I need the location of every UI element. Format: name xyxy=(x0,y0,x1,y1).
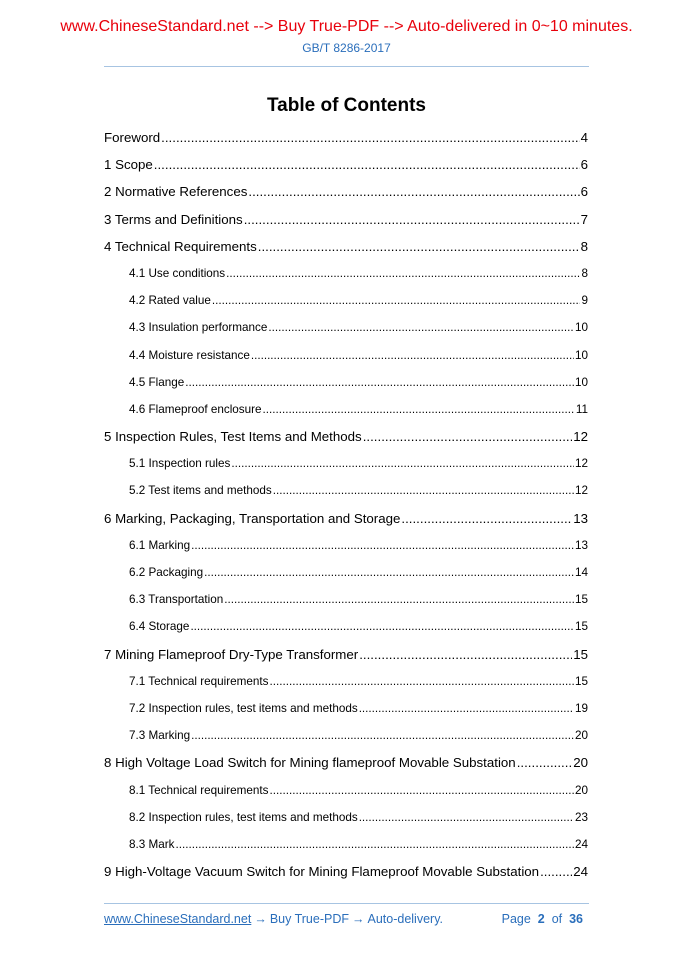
dot-leader xyxy=(154,151,580,178)
toc-subentry[interactable] xyxy=(104,586,588,613)
toc-subentry[interactable] xyxy=(104,396,588,423)
dot-leader xyxy=(185,369,574,396)
toc-entry-label: 6.3 Transportation xyxy=(129,593,224,607)
toc-entry-label: 4.1 Use conditions xyxy=(129,266,226,280)
toc-entry-page: 12 xyxy=(574,484,588,498)
page-word: Page xyxy=(501,912,531,926)
toc-entry-page: 11 xyxy=(575,402,588,416)
footer-buy-text: Buy True-PDF xyxy=(269,912,349,926)
toc-entry[interactable] xyxy=(104,641,588,668)
toc-entry-label: 7.1 Technical requirements xyxy=(129,674,269,688)
toc-entry-page: 12 xyxy=(573,429,588,445)
toc-subentry[interactable] xyxy=(104,804,588,831)
dot-leader xyxy=(212,287,581,314)
toc-entry-page: 20 xyxy=(574,729,588,743)
toc-entry-page: 20 xyxy=(574,783,588,797)
toc-entry-page: 15 xyxy=(573,646,588,662)
toc-entry-label: 4.5 Flange xyxy=(129,375,185,389)
toc-subentry[interactable] xyxy=(104,559,588,586)
toc-entry[interactable] xyxy=(104,858,588,885)
toc-entry-label: 4 Technical Requirements xyxy=(104,238,257,254)
dot-leader xyxy=(161,124,579,151)
dot-leader xyxy=(540,858,572,885)
toc-entry-page: 4 xyxy=(580,130,588,145)
toc-entry[interactable] xyxy=(104,206,588,233)
toc-entry-page: 9 xyxy=(581,294,588,308)
dot-leader xyxy=(191,722,574,749)
toc-entry-page: 10 xyxy=(574,375,588,389)
toc-subentry[interactable] xyxy=(104,777,588,804)
dot-leader xyxy=(224,586,574,613)
toc-subentry[interactable] xyxy=(104,831,588,858)
arrow-right-icon: → xyxy=(352,912,365,926)
top-banner-link[interactable]: www.ChineseStandard.net --> Buy True-PDF --> Auto-delivered in 0~10 minutes. xyxy=(60,18,633,35)
toc-entry-page: 15 xyxy=(574,620,588,634)
dot-leader xyxy=(258,233,580,260)
toc-entry-label: 1 Scope xyxy=(104,157,153,173)
dot-leader xyxy=(204,559,574,586)
toc-entry[interactable] xyxy=(104,505,588,532)
standard-code: GB/T 8286-2017 xyxy=(302,41,391,55)
dot-leader xyxy=(231,450,574,477)
toc-entry-page: 10 xyxy=(574,321,588,335)
header-divider xyxy=(104,66,589,67)
dot-leader xyxy=(263,396,575,423)
toc-entry-page: 10 xyxy=(574,348,588,362)
toc-entry-label: 4.4 Moisture resistance xyxy=(129,348,250,362)
toc-entry-page: 6 xyxy=(580,184,588,200)
toc-entry[interactable] xyxy=(104,178,588,205)
toc-entry-label: 4.6 Flameproof enclosure xyxy=(129,402,262,416)
toc-entry[interactable] xyxy=(104,233,588,260)
toc-entry-page: 13 xyxy=(574,538,588,552)
dot-leader xyxy=(363,423,572,450)
page-number xyxy=(502,912,583,926)
toc-subentry[interactable] xyxy=(104,613,588,640)
arrow-right-icon: → xyxy=(254,912,267,926)
toc-entry-page: 15 xyxy=(574,593,588,607)
toc-subentry[interactable] xyxy=(104,668,588,695)
footer-link[interactable] xyxy=(104,912,443,926)
toc-entry-label: 4.2 Rated value xyxy=(129,294,211,308)
toc-entry-page: 8 xyxy=(581,266,588,280)
toc-entry-label: 6.2 Packaging xyxy=(129,566,204,579)
dot-leader xyxy=(359,804,574,831)
toc-entry-label: 6 Marking, Packaging, Transportation and Storage xyxy=(104,510,401,526)
dot-leader xyxy=(273,477,574,504)
dot-leader xyxy=(401,505,572,532)
toc-subentry[interactable] xyxy=(104,314,588,341)
table-of-contents xyxy=(104,124,588,885)
toc-entry-page: 23 xyxy=(574,810,588,824)
toc-entry-label: 8.2 Inspection rules, test items and methods xyxy=(129,810,358,824)
of-word: of xyxy=(551,912,563,926)
toc-entry-page: 7 xyxy=(580,211,588,227)
dot-leader xyxy=(517,749,572,776)
toc-entry[interactable] xyxy=(104,423,588,450)
dot-leader xyxy=(269,777,574,804)
toc-entry-label: 5.2 Test items and methods xyxy=(129,484,272,498)
toc-entry-label: 6.4 Storage xyxy=(129,620,190,634)
toc-subentry[interactable] xyxy=(104,260,588,287)
toc-title: Table of Contents xyxy=(266,95,427,116)
toc-subentry[interactable] xyxy=(104,287,588,314)
toc-entry-page: 20 xyxy=(573,755,588,771)
toc-entry-label: 8.1 Technical requirements xyxy=(129,783,269,797)
toc-entry-label: Foreword xyxy=(104,130,161,145)
toc-entry-label: 5 Inspection Rules, Test Items and Methods xyxy=(104,429,362,445)
toc-entry-label: 7.3 Marking xyxy=(129,729,191,743)
toc-entry-label: 5.1 Inspection rules xyxy=(129,457,231,471)
toc-entry-page: 15 xyxy=(574,674,588,688)
toc-entry-label: 7.2 Inspection rules, test items and methods xyxy=(129,701,358,715)
toc-subentry[interactable] xyxy=(104,695,588,722)
dot-leader xyxy=(359,641,572,668)
dot-leader xyxy=(226,260,580,287)
dot-leader xyxy=(269,668,574,695)
page-current: 2 xyxy=(537,912,545,926)
toc-entry-page: 13 xyxy=(573,510,588,526)
toc-entry-label: 3 Terms and Definitions xyxy=(104,211,243,227)
toc-entry-page: 24 xyxy=(574,837,588,851)
dot-leader xyxy=(248,178,579,205)
toc-subentry[interactable] xyxy=(104,722,588,749)
toc-entry-page: 19 xyxy=(574,701,588,715)
dot-leader xyxy=(268,314,574,341)
toc-subentry[interactable] xyxy=(104,532,588,559)
toc-entry-label: 4.3 Insulation performance xyxy=(129,321,268,335)
dot-leader xyxy=(251,342,574,369)
toc-entry-label: 8.3 Mark xyxy=(129,837,175,851)
footer-delivery-text: Auto-delivery. xyxy=(367,912,443,926)
dot-leader xyxy=(359,695,574,722)
toc-entry-page: 24 xyxy=(573,864,588,880)
toc-entry[interactable] xyxy=(104,749,588,776)
toc-entry-label: 7 Mining Flameproof Dry-Type Transformer xyxy=(104,646,359,662)
toc-subentry[interactable] xyxy=(104,450,588,477)
page-total: 36 xyxy=(569,912,583,926)
footer-url[interactable]: www.ChineseStandard.net xyxy=(104,912,252,926)
toc-entry-page: 14 xyxy=(574,566,588,579)
toc-entry-page: 6 xyxy=(580,157,588,173)
toc-entry[interactable] xyxy=(104,151,588,178)
footer-divider xyxy=(104,903,589,904)
toc-entry-page: 12 xyxy=(574,457,588,471)
toc-entry[interactable] xyxy=(104,124,588,151)
toc-entry-label: 6.1 Marking xyxy=(129,538,191,552)
dot-leader xyxy=(190,613,574,640)
dot-leader xyxy=(191,532,574,559)
dot-leader xyxy=(244,206,580,233)
toc-subentry[interactable] xyxy=(104,342,588,369)
page-footer xyxy=(104,912,589,930)
dot-leader xyxy=(175,831,574,858)
toc-entry-label: 2 Normative References xyxy=(104,184,248,200)
toc-entry-page: 8 xyxy=(580,238,588,254)
toc-subentry[interactable] xyxy=(104,369,588,396)
toc-entry-label: 8 High Voltage Load Switch for Mining flameproof Movable Substation xyxy=(104,755,516,771)
toc-subentry[interactable] xyxy=(104,477,588,504)
toc-entry-label: 9 High-Voltage Vacuum Switch for Mining Flameproof Movable Substation xyxy=(104,864,540,880)
